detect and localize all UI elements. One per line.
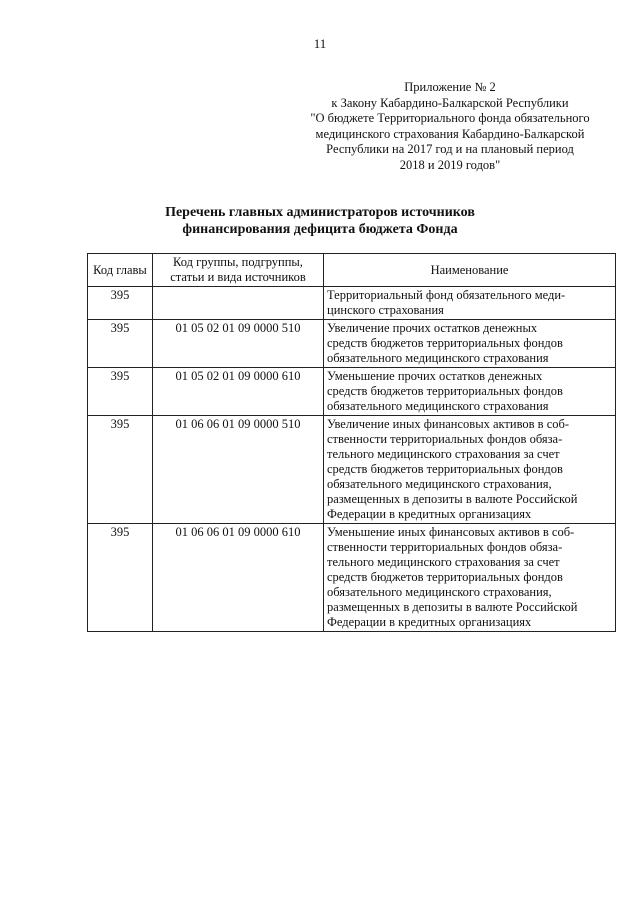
table-row (88, 368, 616, 416)
name-cell (324, 368, 616, 416)
table-row (88, 416, 616, 524)
table-header-row (88, 254, 616, 287)
header-chapter-code: Код главы (88, 254, 153, 287)
name-line: размещенных в депозиты в валюте Российской (327, 492, 578, 506)
name-line: средств бюджетов территориальных фондов (327, 384, 563, 398)
name-cell (324, 320, 616, 368)
name-line: цинского страхования (327, 303, 444, 317)
name-line: Увеличение иных финансовых активов в соб- (327, 417, 570, 431)
name-line: Федерации в кредитных организациях (327, 507, 532, 521)
page-number: 11 (313, 36, 327, 51)
name-line: обязательного медицинского страхования (327, 351, 549, 365)
table-row (88, 320, 616, 368)
document-title-line: Перечень главных администраторов источников (165, 205, 475, 220)
name-line: Уменьшение прочих остатков денежных (327, 369, 543, 383)
administrators-table (87, 253, 616, 632)
document-title (80, 204, 560, 238)
name-line: Уменьшение иных финансовых активов в соб- (327, 525, 575, 539)
chapter-code-cell: 395 (88, 320, 153, 368)
group-code-cell: 01 06 06 01 09 0000 610 (153, 524, 324, 632)
chapter-code-cell: 395 (88, 524, 153, 632)
name-line: средств бюджетов территориальных фондов (327, 336, 563, 350)
chapter-code-cell: 395 (88, 368, 153, 416)
appendix-header (290, 80, 610, 173)
group-code-cell (153, 287, 324, 320)
group-code-cell: 01 06 06 01 09 0000 510 (153, 416, 324, 524)
name-line: средств бюджетов территориальных фондов (327, 570, 563, 584)
name-line: ственности территориальных фондов обяза- (327, 432, 563, 446)
appendix-line: "О бюджете Территориального фонда обязательного (310, 111, 590, 125)
table-row (88, 524, 616, 632)
name-cell (324, 416, 616, 524)
name-cell (324, 287, 616, 320)
table-body (88, 287, 616, 632)
group-code-cell: 01 05 02 01 09 0000 510 (153, 320, 324, 368)
appendix-line: медицинского страхования Кабардино-Балкарской (315, 126, 585, 141)
name-line: тельного медицинского страхования за счет (327, 447, 560, 461)
name-line: ственности территориальных фондов обяза- (327, 540, 563, 554)
document-title-line: финансирования дефицита бюджета Фонда (182, 222, 458, 237)
appendix-line: Приложение № 2 (404, 80, 496, 94)
header-name: Наименование (324, 254, 616, 287)
appendix-line: 2018 и 2019 годов" (399, 157, 501, 172)
chapter-code-cell: 395 (88, 416, 153, 524)
chapter-code-cell: 395 (88, 287, 153, 320)
name-line: Территориальный фонд обязательного меди- (327, 288, 566, 302)
name-line: размещенных в депозиты в валюте Российской (327, 600, 578, 614)
name-line: обязательного медицинского страхования (327, 399, 549, 413)
group-code-cell: 01 05 02 01 09 0000 610 (153, 368, 324, 416)
table-row (88, 287, 616, 320)
appendix-line: к Закону Кабардино-Балкарской Республики (331, 95, 569, 110)
appendix-line: Республики на 2017 год и на плановый период (326, 142, 574, 156)
name-line: Федерации в кредитных организациях (327, 615, 532, 629)
name-line: тельного медицинского страхования за счет (327, 555, 560, 569)
name-line: обязательного медицинского страхования, (327, 585, 552, 599)
name-line: средств бюджетов территориальных фондов (327, 462, 563, 476)
name-cell (324, 524, 616, 632)
header-group-code: Код группы, подгруппы, статьи и вида источников (153, 254, 324, 287)
name-line: обязательного медицинского страхования, (327, 477, 552, 491)
name-line: Увеличение прочих остатков денежных (327, 321, 538, 335)
